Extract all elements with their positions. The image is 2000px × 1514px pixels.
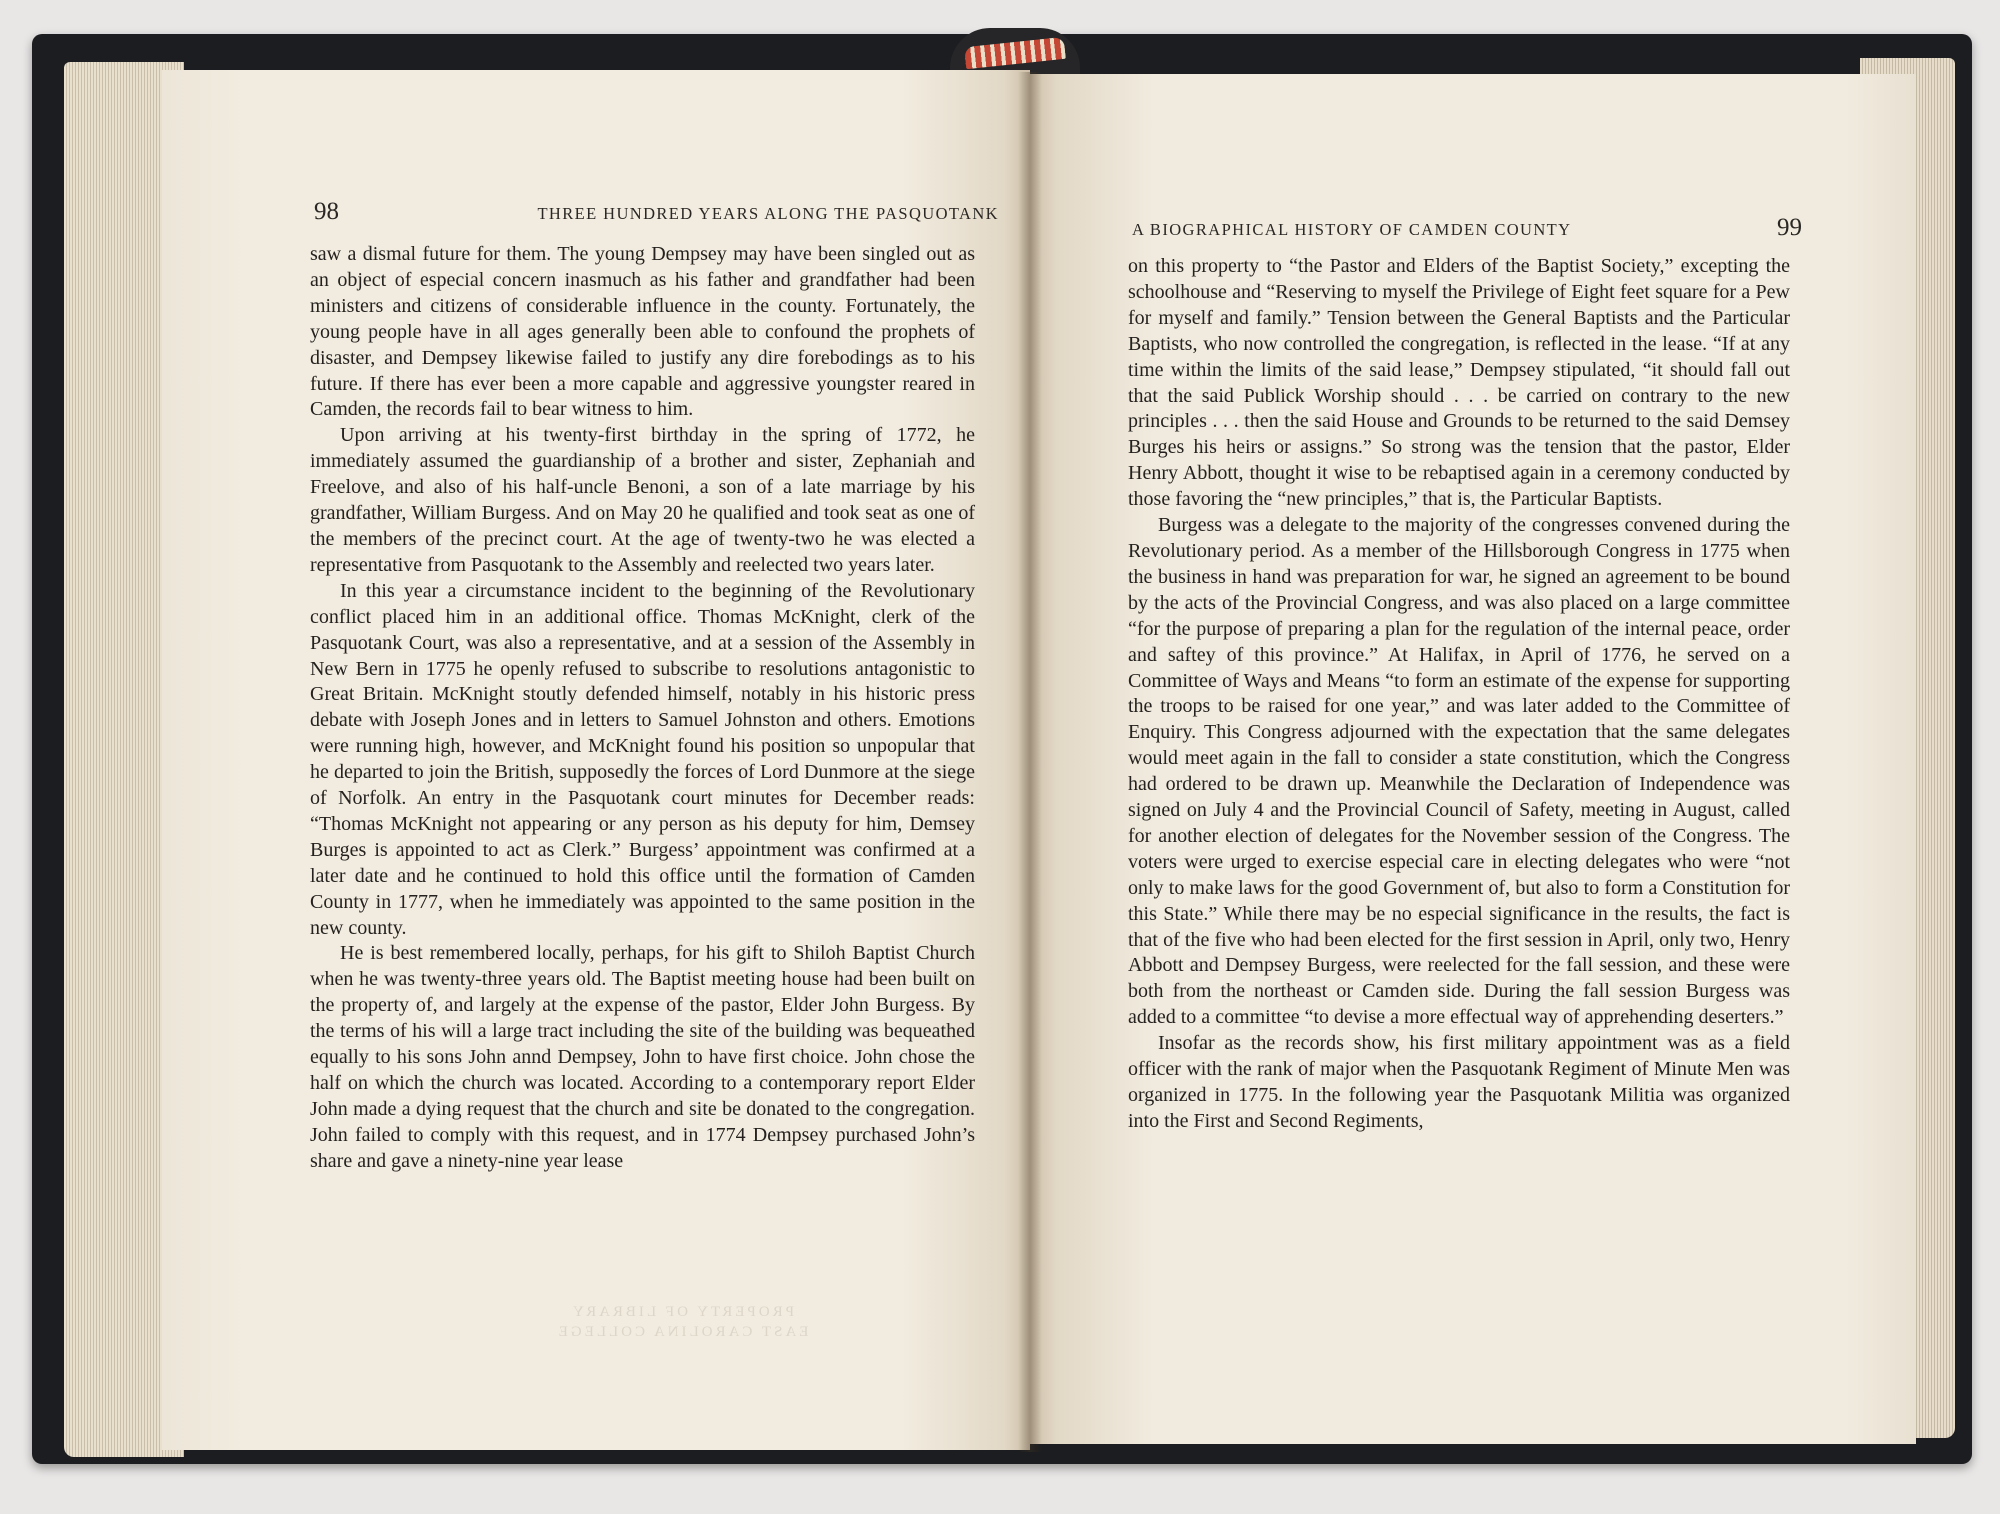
right-page [1030, 74, 1916, 1444]
book-gutter [1018, 72, 1042, 1452]
left-page-body [310, 242, 975, 1175]
library-stamp [502, 1302, 862, 1352]
paragraph: In this year a circumstance incident to the beginning of the Revolutionary conflict placed him in an additional office. Thomas McKnight, clerk of the Pasquotank Court, was also a representative, and at a session of the Assembly in New Bern in 1775 he openly refused to subscribe to resolutions antagonistic to Great Britain. McKnight stoutly defended himself, notably in his historic press debate with Joseph Jones and in letters to Samuel Johnston and others. Emotions were running high, however, and McKnight found his position so unpopular that he departed to join the British, supposedly the forces of Lord Dunmore at the siege of Norfolk. An entry in the Pasquotank court minutes for December reads: “Thomas McKnight not appearing or any person as his deputy for him, Demsey Burges is appointed to act as Clerk.” Burgess’ appointment was confirmed at a later date and he continued to hold this office until the formation of Camden County in 1777, when he immediately was appointed to the same position in the new county. [310, 579, 975, 939]
right-page-number: 99 [1777, 214, 1802, 241]
right-page-header [1132, 214, 1802, 242]
paragraph: He is best remembered locally, perhaps, for his gift to Shiloh Baptist Church when he was twenty-three years old. The Baptist meeting house had been built on the property of, and largely at the expense of the pastor, Elder John Burgess. By the terms of his will a large tract including the site of the building was bequeathed equally to his sons John annd Dempsey, John to have first choice. John chose the half on which the church was located. According to a contemporary report Elder John made a dying request that the church and site be donated to the congregation. John failed to comply with this request, and in 1774 Dempsey purchased John’s share and gave a ninety-nine year lease [310, 942, 975, 1172]
right-running-head: A BIOGRAPHICAL HISTORY OF CAMDEN COUNTY [1132, 220, 1572, 239]
paragraph: saw a dismal future for them. The young Dempsey may have been singled out as an object of especial concern inasmuch as his father and grandfather had been ministers and citizens of considerable influence in the county. Fortunately, the young people have in all ages generally been able to confound the prophets of disaster, and Dempsey likewise failed to justify any dire forebodings as to his future. If there has ever been a more capable and aggressive youngster reared in Camden, the records fail to bear witness to him. [310, 243, 975, 421]
paragraph: Upon arriving at his twenty-first birthday in the spring of 1772, he immediately assumed the guardianship of a brother and sister, Zephaniah and Freelove, and also of his half-uncle Benoni, a son of a late marriage by his grandfather, William Burgess. And on May 20 he qualified and took seat as one of the members of the precinct court. At the age of twenty-two he was elected a representative from Pasquotank to the Assembly and reelected two years later. [310, 424, 975, 576]
left-running-head: THREE HUNDRED YEARS ALONG THE PASQUOTANK [537, 204, 999, 223]
left-page-header [314, 198, 999, 226]
paragraph: on this property to “the Pastor and Elders of the Baptist Society,” excepting the schoolhouse and “Reserving to myself the Privilege of Eight feet square for a Pew for myself and family.” Tension between the General Baptists and the Particular Baptists, who now controlled the congregation, is reflected in the lease. “If at any time within the limits of the said lease,” Dempsey stipulated, “it should fall out that the said Publick Worship should . . . be carried on contrary to the new principles . . . then the said House and Grounds to be returned to the said Demsey Burges his heirs or assigns.” So strong was the tension that the pastor, Elder Henry Abbott, thought it wise to be rebaptised again in a ceremony conducted by those favoring the “new principles,” that is, the Particular Baptists. [1128, 255, 1790, 511]
left-page [162, 70, 1030, 1450]
paragraph: Insofar as the records show, his first military appointment was as a field officer with the rank of major when the Pasquotank Regiment of Minute Men was organized in 1775. In the following year the Pasquotank Militia was organized into the First and Second Regiments, [1128, 1032, 1790, 1132]
right-page-body [1128, 254, 1790, 1135]
stamp-line: PROPERTY OF LIBRARY [570, 1304, 794, 1320]
stamp-line: EAST CAROLINA COLLEGE [555, 1324, 809, 1340]
paragraph: Burgess was a delegate to the majority of the congresses convened during the Revolutionary period. As a member of the Hillsborough Congress in 1775 when the business in hand was preparation for war, he signed an agreement to be bound by the acts of the Provincial Congress, and was also placed on a large committee “for the purpose of preparing a plan for the regulation of the internal peace, order and saftey of this province.” At Halifax, in April of 1776, he served on a Committee of Ways and Means “to form an estimate of the expense for supporting the troops to be raised for one year,” and was later added to the Committee of Enquiry. This Congress adjourned with the expectation that the same delegates would meet again in the fall to consider a state constitution, which the Congress had ordered to be drawn up. Meanwhile the Declaration of Independence was signed on July 4 and the Provincial Council of Safety, meeting in August, called for another election of delegates for the November session of the Congress. The voters were urged to exercise especial care in electing delegates who were “not only to make laws for the good Government of, but also to form a Constitution for this State.” While there may be no especial significance in the results, the fact is that of the five who had been elected for the first session in April, only two, Henry Abbott and Dempsey Burgess, were reelected for the fall session, and these were both from the northeast or Camden side. During the fall session Burgess was added to a committee “to devise a more effectual way of apprehending deserters.” [1128, 514, 1790, 1029]
left-page-number: 98 [314, 198, 339, 225]
